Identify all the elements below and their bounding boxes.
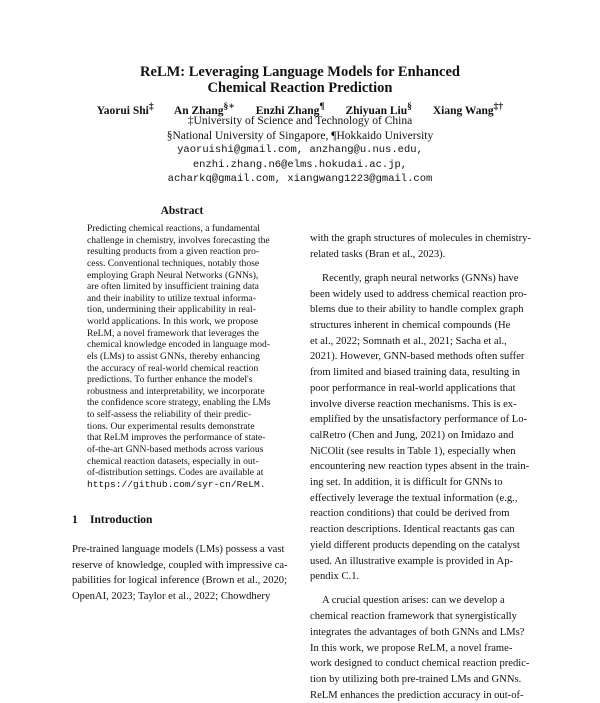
paper-title-line-2: Chemical Reaction Prediction	[207, 80, 393, 96]
abstract-line: chemical knowledge encoded in language mod-	[87, 339, 271, 351]
paragraph-line: blems due to their ability to handle complex graph	[310, 304, 524, 316]
paragraph-line: been widely used to address chemical reaction pro-	[310, 288, 527, 300]
intro-line: pabilities for logical inference (Brown et al., 2020;	[72, 575, 288, 587]
abstract-line: of-the-art GNN-based methods across various	[87, 443, 264, 455]
paragraph-line: involve diverse reaction mechanisms. This is ex-	[310, 398, 517, 410]
paragraph-line: effectively leverage the textual information (e.g.,	[310, 492, 518, 504]
right-column	[310, 231, 536, 703]
abstract-line: of-distribution settings. Codes are available at	[87, 467, 264, 479]
section-title: Introduction	[90, 514, 153, 526]
paragraph-line: yield different products depending on the catalyst	[310, 539, 520, 551]
paragraph-line: related tasks (Bran et al., 2023).	[310, 248, 446, 260]
section-heading	[72, 514, 152, 526]
intro-line: OpenAI, 2023; Taylor et al., 2022; Chowdhery	[72, 590, 271, 602]
abstract-line: the confidence score strategy, enabling the LMs	[87, 397, 271, 409]
paragraph-line: 2021). However, GNN-based methods often suffer	[310, 351, 525, 363]
paragraph-line: work designed to conduct chemical reaction predic-	[310, 658, 530, 670]
abstract-line: the accuracy of real-world chemical reaction	[87, 362, 259, 374]
author-5: Xiang Wang‡†	[432, 101, 504, 117]
author-4: Zhiyuan Liu§	[345, 101, 412, 117]
paragraph-line: reaction descriptions. Identical reactants gas can	[310, 524, 515, 536]
paragraph-line: ing set. In addition, it is difficult for GNNs to	[310, 477, 503, 489]
abstract-line: chemical reaction datasets, especially in out-	[87, 455, 259, 467]
email-line-1: yaoruishi@gmail.com, anzhang@u.nus.edu,	[177, 144, 423, 156]
paragraph-line: ReLM enhances the prediction accuracy in out-of-	[310, 689, 524, 701]
author-2: An Zhang§∗	[173, 101, 235, 117]
paragraph-line: NiCOlit (see results in Table 1), especially when	[310, 445, 516, 457]
abstract-line: robustness and interpretability, we incorporate	[87, 385, 265, 397]
abstract-line: predictions. To further enhance the model's	[87, 374, 253, 386]
author-3: Enzhi Zhang¶	[255, 101, 325, 117]
paragraph-line: from limited and biased training data, resulting in	[310, 367, 521, 379]
affiliation-line-2: §National University of Singapore, ¶Hokkaido University	[166, 130, 434, 142]
abstract-line: https://github.com/syr-cn/ReLM.	[87, 478, 266, 490]
abstract-line: Predicting chemical reactions, a fundamental	[87, 223, 260, 234]
abstract-line: challenge in chemistry, involves forecasting the	[87, 234, 270, 246]
author-1: Yaorui Shi‡	[96, 101, 154, 117]
abstract-line: resulting products from a given reaction pro-	[87, 246, 260, 258]
paragraph-line: used. An illustrative example is provided in Ap-	[310, 555, 514, 567]
paragraph-line: et al., 2022; Somnath et al., 2021; Sacha et al.,	[310, 335, 507, 347]
abstract-line: els (LMs) to assist GNNs, thereby enhancing	[87, 350, 260, 362]
paragraph-line: calRetro (Chen and Jung, 2021) on Imidazo and	[310, 429, 514, 441]
paragraph-line: tion by utilizing both pre-trained LMs and GNNs.	[310, 673, 522, 685]
paragraph-line: poor performance in real-world applications that	[310, 382, 516, 394]
paper-title-line-1: ReLM: Leveraging Language Models for Enhanced	[140, 64, 460, 80]
abstract-body	[87, 223, 280, 490]
abstract-line: that ReLM improves the performance of state-	[87, 432, 266, 444]
paragraph-line: emplified by the unsatisfactory performance of Lo-	[310, 414, 528, 426]
email-line-2: enzhi.zhang.n6@elms.hokudai.ac.jp,	[192, 159, 408, 171]
section-number: 1	[72, 514, 78, 526]
paragraph-line: In this work, we propose ReLM, a novel frame-	[310, 642, 513, 654]
paragraph-line: encountering new reaction types absent in the train-	[310, 461, 530, 473]
intro-line: reserve of knowledge, coupled with impressive ca-	[72, 559, 288, 571]
abstract-line: tions. Our experimental results demonstrate	[87, 420, 255, 432]
abstract-line: to self-assess the reliability of their predic-	[87, 409, 252, 420]
paragraph-line: A crucial question arises: can we develop a	[322, 595, 505, 607]
paragraph-line: structures inherent in chemical compounds (He	[310, 320, 511, 332]
paragraph-line: integrates the advantages of both GNNs and LMs?	[310, 626, 525, 638]
paragraph-line: Recently, graph neural networks (GNNs) have	[322, 272, 519, 284]
introduction-body	[72, 542, 298, 604]
abstract-line: world applications. In this work, we propose	[87, 316, 259, 327]
abstract-line: employing Graph Neural Networks (GNNs),	[87, 269, 259, 281]
paragraph-line: chemical reaction framework that synergistically	[310, 611, 517, 623]
paragraph-line: pendix C.1.	[310, 571, 360, 583]
abstract-line: and their inability to utilize textual informa-	[87, 292, 256, 304]
abstract-line: ReLM, a novel framework that leverages the	[87, 327, 259, 339]
paragraph-line: reaction conditions) that could be derived from	[310, 508, 510, 520]
abstract-line: cess. Conventional techniques, notably those	[87, 257, 260, 269]
abstract-line: are often limited by insufficient training data	[87, 281, 259, 293]
abstract-heading: Abstract	[160, 205, 204, 217]
paragraph-line: with the graph structures of molecules in chemistry-	[310, 233, 531, 244]
email-line-3: acharkq@gmail.com, xiangwang1223@gmail.com	[167, 173, 433, 185]
intro-line: Pre-trained language models (LMs) possess a vast	[72, 544, 285, 555]
affiliation-line-1: ‡University of Science and Technology of China	[187, 115, 413, 127]
abstract-line: tion, undermining their applicability in real-	[87, 304, 256, 316]
